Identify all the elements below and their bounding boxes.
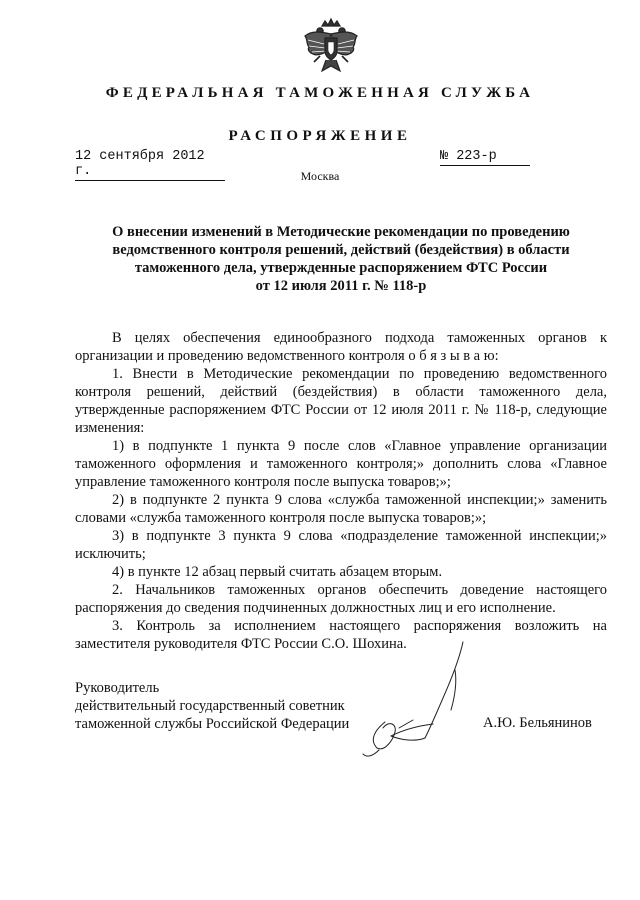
title-line: ведомственного контроля решений, действий (бездействия) в области [112,242,570,258]
document-date: 12 сентября 2012 г. [75,149,225,181]
body-paragraph: 2) в подпункте 2 пункта 9 слова «служба таможенной инспекции;» заменить словами «служба таможенного контроля после выпуска товаров;»; [75,492,607,526]
body-paragraph: 3. Контроль за исполнением настоящего распоряжения возложить на заместителя руководителя ФТС России С.О. Шохина. [75,618,607,652]
handwritten-signature-icon [355,640,495,765]
body-paragraph: 1. Внести в Методические рекомендации по проведению ведомственного контроля решений, действий (бездействия) в области таможенного дела, утвержденные распоряжением ФТС России от 12 июля 2011 г. № 118-р, следующие изменения: [75,366,607,436]
signer-title-line: таможенной службы Российской Федерации [75,716,350,732]
body-paragraph: 1) в подпункте 1 пункта 9 после слов «Главное управление организации таможенного оформления и таможенного контроля;» дополнить слова «Главное управление таможенного контроля после выпуска товаров;»; [75,438,607,490]
document-city: Москва [300,169,340,183]
document-title [75,223,607,295]
signer-name: А.Ю. Бельянинов [483,715,592,731]
body-paragraph: 4) в пункте 12 абзац первый считать абзацем вторым. [112,564,443,580]
document-number: № 223-р [440,149,530,166]
signer-title-line: действительный государственный советник [75,698,345,714]
agency-name: ФЕДЕРАЛЬНАЯ ТАМОЖЕННАЯ СЛУЖБА [105,85,535,101]
body-paragraph: 3) в подпункте 3 пункта 9 слова «подразделение таможенной инспекции;» исключить; [75,528,607,562]
double-headed-eagle-icon [300,16,362,74]
document-body [75,329,607,653]
signer-title-line: Руководитель [75,680,160,696]
title-line: таможенного дела, утвержденные распоряжением ФТС России [134,260,548,276]
title-line: от 12 июля 2011 г. № 118-р [255,278,427,294]
document-type: РАСПОРЯЖЕНИЕ [228,128,412,144]
body-paragraph: В целях обеспечения единообразного подхода таможенных органов к организации и проведению ведомственного контроля о б я з ы в а ю: [75,330,607,364]
title-line: О внесении изменений в Методические рекомендации по проведению [112,224,570,240]
signer-title-block [75,679,349,733]
body-paragraph: 2. Начальников таможенных органов обеспечить доведение настоящего распоряжения до сведения подчиненных должностных лиц и его исполнение. [75,582,607,616]
